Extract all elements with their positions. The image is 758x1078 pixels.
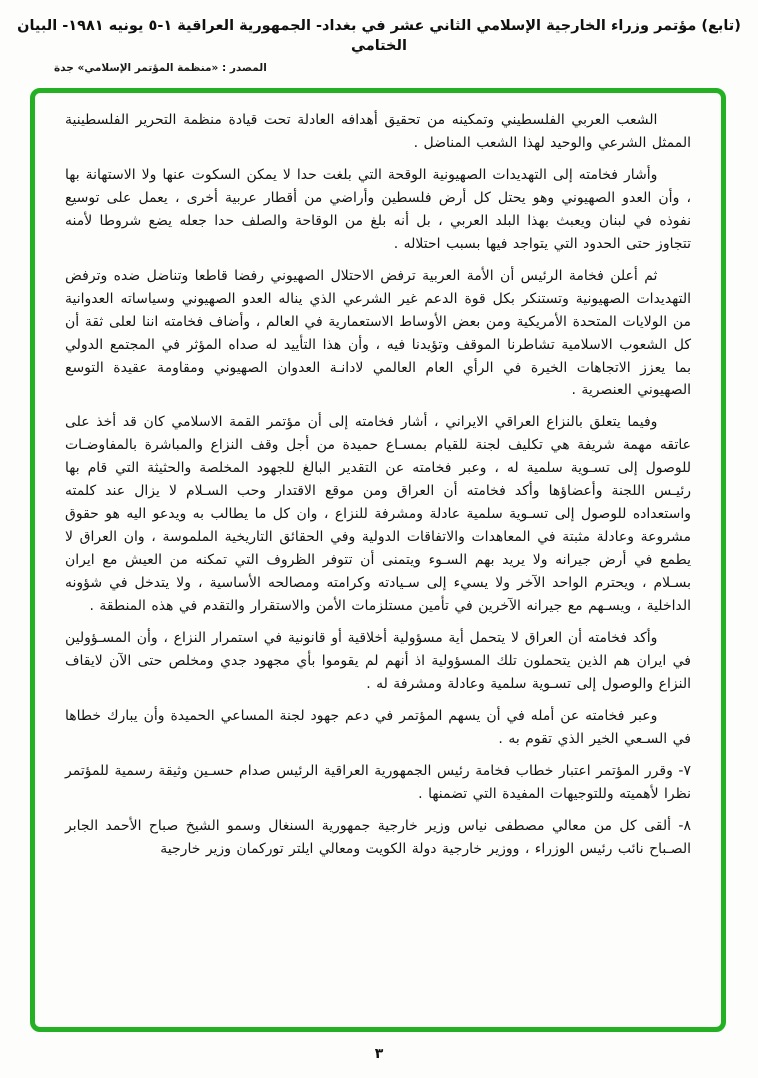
document-title: (تابع) مؤتمر وزراء الخارجية الإسلامي الثاني عشر في بغداد- الجمهورية العراقية ١-٥ يونيه ١٩٨١- البيان الختامي: [17, 18, 741, 55]
body-paragraph: وأكد فخامته أن العراق لا يتحمل أية مسؤولية أخلاقية أو قانونية في استمرار النزاع ، وأن المسـؤولين في ايران هم الذين يتحملون تلك المسؤولية اذ أنهم لم يقوموا بأي مجهود جدي ومخلص حتى الآن لايقاف النزاع والوصول إلى تسـوية سلمية وعادلة ومشرفة له .: [65, 630, 691, 692]
body-paragraph: وعبر فخامته عن أمله في أن يسهم المؤتمر في دعم جهود لجنة المساعي الحميدة وأن يبارك خطاها في السـعي الخير الذي تقوم به .: [65, 707, 691, 747]
document-source: المصدر : «منظمة المؤتمر الإسلامي» جدة: [54, 61, 267, 74]
body-paragraph-numbered-7: ٧- وقرر المؤتمر اعتبار خطاب فخامة رئيس الجمهورية العراقية الرئيس صدام حسـين وثيقة رسمية للمؤتمر نظرا لأهميته وللتوجيهات المفيدة التي تضمنها .: [65, 762, 691, 802]
body-paragraph: وفيما يتعلق بالنزاع العراقي الايراني ، أشار فخامته إلى أن مؤتمر القمة الاسلامي كان قد أخذ على عاتقه مهمة شريفة هي تكليف لجنة للقيام بمسـاع حميدة من أجل وقف النزاع والمباشرة بالمفاوضـات للوصول إلى تسـوية سلمية له ، وعبر فخامته عن التقدير البالغ للجهود المخلصة والحثيثة التي قام بها رئيـس اللجنة وأعضاؤها وأكد فخامته أن العراق ومن موقع الاقتدار وحب السـلام لا يزال عند كلمته واستعداده للوصول إلى تسـوية سلمية عادلة ومشرفة للنزاع ، وان كل ما يطالب به ويدعو اليه هو حقوق مشروعة وعادلة مثبتة في المعاهدات والاتفاقات الدولية وفي الحقائق التاريخية الملموسة ، وان العراق لا يطمع في أرض جيرانه ولا يريد بهم السـوء ويتمنى أن تتوفر الظروف التي تمكنه من العيش مع ايران بسـلام ، ويحترم الواحد الآخر ولا يسيء إلى سـيادته وكرامته ومصالحه الأساسية ، ولا يتدخل في شؤونه الداخلية ، ويسـهم مع جيرانه الآخرين في تأمين مستلزمات الأمن والاستقرار والتقدم في هذه المنطقة .: [65, 414, 691, 615]
body-paragraph-numbered-8: ٨- ألقى كل من معالي مصطفى نياس وزير خارجية جمهورية السنغال وسمو الشيخ صباح الأحمد الجابر الصـباح نائب رئيس الوزراء ، ووزير خارجية دولة الكويت ومعالي ايلتر توركمان وزير خارجية: [65, 817, 691, 857]
page-number: ٣: [374, 1046, 384, 1062]
document-header: [0, 0, 758, 74]
body-paragraph: ثم أعلن فخامة الرئيس أن الأمة العربية ترفض الاحتلال الصهيوني رفضا قاطعا وتناضل ضده وترفض التهديدات الصهيونية وتستنكر بكل قوة الدعم غير الشرعي الذي يناله العدو الصهيوني وسياساته العدوانية من الولايات المتحدة الأمريكية ومن بعض الأوساط الاستعمارية في العالم ، وأضاف فخامته اننا لعلى ثقة أن كل الشعوب الاسلامية تشاطرنا الموقف وتؤيدنا فيه ، وأن هذا التأييد له صداه المؤثر في المجتمع الدولي بما يعزز الاتجاهات الخيرة في الرأي العام العالمي لادانـة العدوان الصهيوني ومقاومة عقيدة التوسع الصهيوني العنصرية .: [65, 267, 691, 399]
content-border-box: [30, 88, 726, 1032]
body-paragraph: الشعب العربي الفلسطيني وتمكينه من تحقيق أهدافه العادلة تحت قيادة منظمة التحرير الفلسطينية الممثل الشرعي والوحيد لهذا الشعب المناضل .: [65, 112, 691, 151]
body-paragraph: وأشار فخامته إلى التهديدات الصهيونية الوقحة التي بلغت حدا لا يمكن السكوت عنها ولا الاستهانة بها ، وأن العدو الصهيوني وهو يحتل كل أرض فلسطين وأراضي من أقطار عربية أخرى ، يعمل على توسيع نفوذه في لبنان ويعبث بهذا البلد العربي ، بل أنه بلغ من الوقاحة والصلف حدا جعله يضع شروطا لأمنه تتجاوز حتى الحدود التي يتواجد فيها بسبب احتلاله .: [65, 166, 691, 252]
